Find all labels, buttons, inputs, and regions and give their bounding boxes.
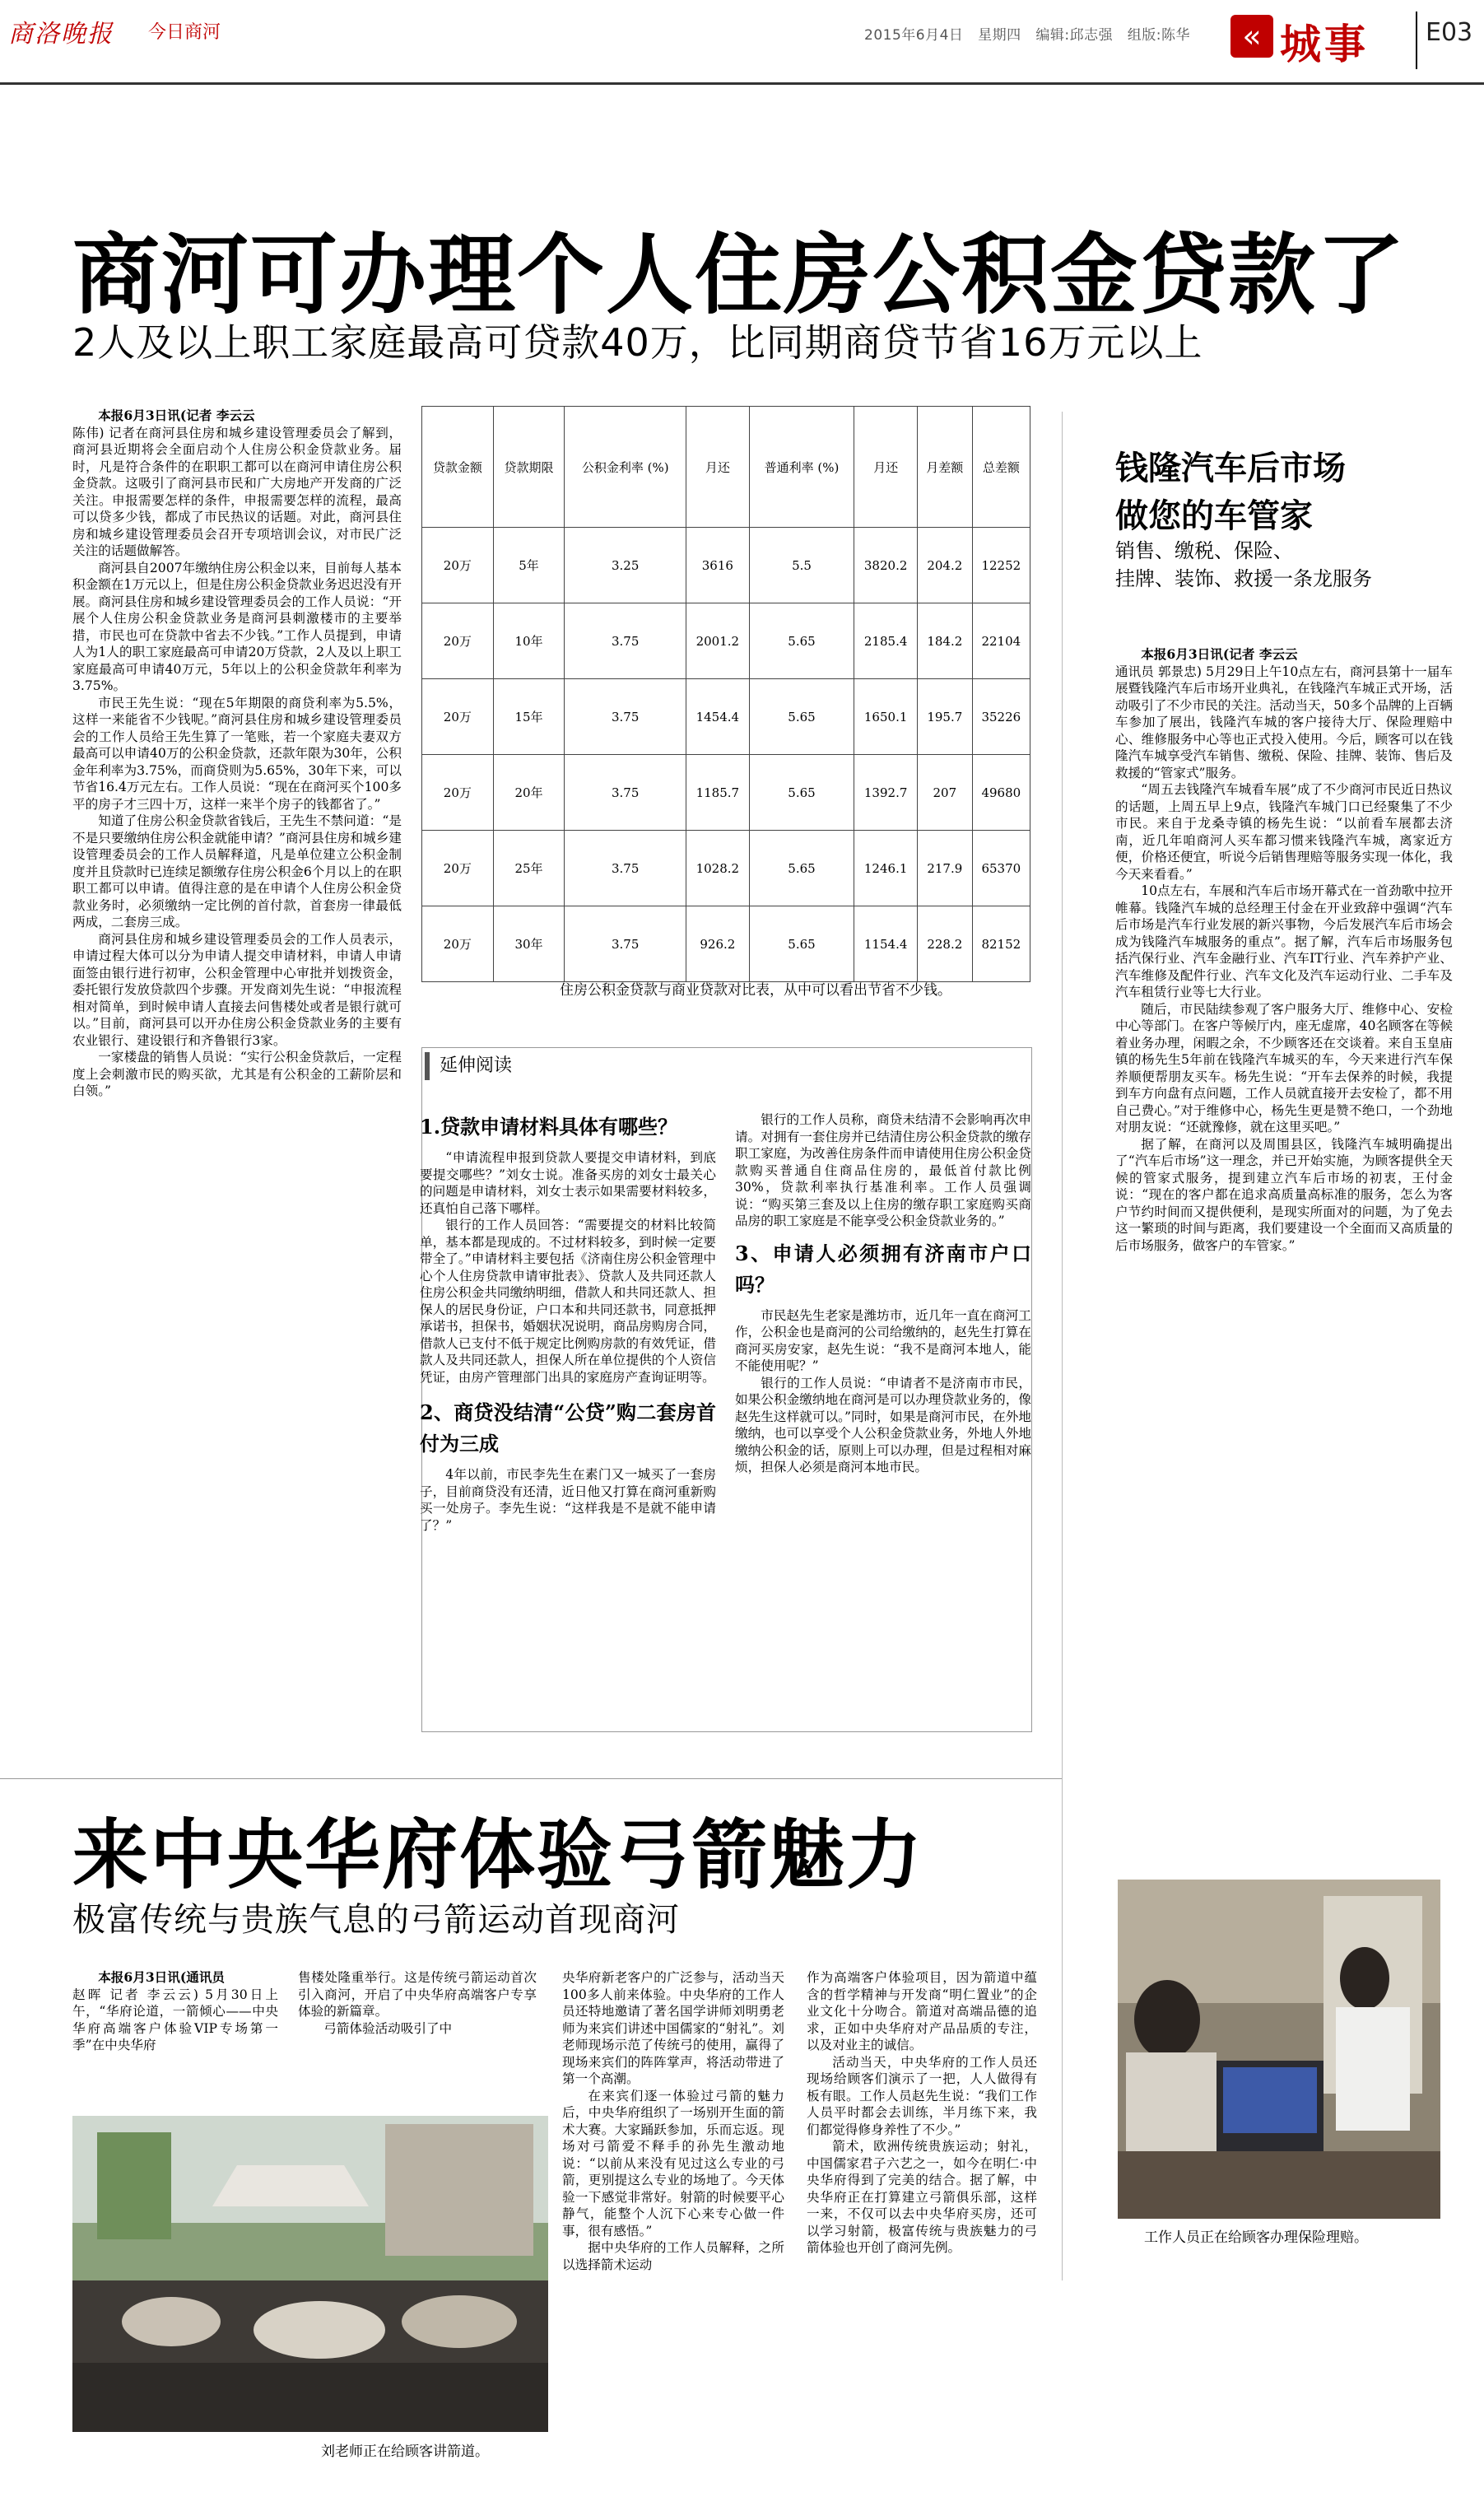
table-cell: 15年 [493,679,565,755]
table-cell: 20万 [422,755,494,831]
table-cell: 1246.1 [854,831,918,906]
sidebar-paragraph: 据了解，在商河以及周围县区，钱隆汽车城明确提出了“汽车后市场”这一理念，并已开始实施，为顾客提供全天候的管家式服务，提到建立汽车后市场的初衷，王付金说：“现在的客户都在追求高质量高标准的服务，怎么为客户节约时间而又提供便利，是现实所面对的问题，为了免去这一繁琐的时间与距离，我们要建设一个全面而又高质量的后市场服务，做客户的车管家。” [1115,1136,1453,1253]
sidebar-subhead-line: 挂牌、装饰、救援一条龙服务 [1115,567,1372,590]
sidebar-headline-line: 钱隆汽车后市场 [1115,450,1346,487]
table-cell: 195.7 [917,679,972,755]
article1-body [72,408,402,1100]
table-cell: 35226 [972,679,1030,755]
article2-headline: 来中央华府体验弓箭魅力 [72,1811,924,1899]
sidebar-photo-caption: 工作人员正在给顾客办理保险理赔。 [1144,2229,1368,2246]
extension-answer: “申请流程申报到贷款人要提交申请材料，到底要提交哪些？”刘女士说。准备买房的刘女士最关心的问题是申请材料，刘女士表示如果需要材料较多，还真怕自己落下哪样。 [420,1150,716,1216]
table-header-cell: 月还 [854,407,918,528]
table-header-row [422,407,1030,528]
table-body [422,528,1030,982]
table-cell: 1392.7 [854,755,918,831]
table-cell: 228.2 [917,906,972,982]
article2-subhead: 极富传统与贵族气息的弓箭运动首现商河 [72,1901,680,1939]
article1-paragraph: 一家楼盘的销售人员说：“实行公积金贷款后，一定程度上会刺激市民的购买欲，尤其是有公积金的工薪阶层和白领。” [72,1050,402,1098]
table-cell: 5.5 [749,528,854,603]
article2-byline: 本报6月3日讯(通讯员 [98,1969,226,1985]
extension-answer: 银行的工作人员说：“申请者不是济南市市民，如果公积金缴纳地在商河是可以办理贷款业务的，像赵先生这样就可以。”同时，如果是商河市民，在外地缴纳，也可以享受个人公积金贷款业务，外地人外地缴纳公积金的话，原则上可以办理，但是过程相对麻烦，担保人必须是商河本地市民。 [735,1375,1031,1474]
table-cell: 2185.4 [854,603,918,679]
header-divider [1416,12,1417,69]
archery-photo-caption: 刘老师正在给顾客讲箭道。 [321,2443,489,2460]
sidebar-headline [1115,445,1346,540]
table-cell: 20万 [422,679,494,755]
table-header-cell: 总差额 [972,407,1030,528]
table-header-cell: 月还 [686,407,750,528]
table-row [422,906,1030,982]
extension-answer: 银行的工作人员称，商贷未结清不会影响再次申请。对拥有一套住房并已结清住房公积金贷款的缴存职工家庭，为改善住房条件而申请使用住房公积金贷款购买普通自住商品住房的，最低首付款比例30%，贷款利率执行基准利率。工作人员强调说：“购买第三套及以上住房的缴存职工家庭购买商品房的职工家庭是不能享受公积金贷款业务的。” [735,1112,1031,1228]
extension-answer: 市民赵先生老家是潍坊市，近几年一直在商河工作，公积金也是商河的公司给缴纳的，赵先生打算在商河买房安家，赵先生说：“我不是商河本地人，能不能使用呢？” [735,1307,1031,1373]
table-cell: 10年 [493,603,565,679]
sidebar-paragraph: 通讯员 郭景忠) 5月29日上午10点左右，商河县第十一届车展暨钱隆汽车后市场开业典礼，在钱隆汽车城正式开场，活动吸引了不少市民的关注。活动当天，50多个品牌的上百辆车参加了展出，钱隆汽车城的客户接待大厅、保险理赔中心、维修服务中心等也正式投入使用。今后，顾客可以在钱隆汽车城享受汽车销售、缴税、保险、挂牌、装饰、售后及救援的“管家式”服务。 [1115,664,1453,780]
sidebar-body [1115,646,1453,1254]
table-cell: 184.2 [917,603,972,679]
article2-paragraph: 活动当天，中央华府的工作人员还现场给顾客们演示了一把，人人做得有板有眼。工作人员赵先生说：“我们工作人员平时都会去训练，半月练下来，我们都觉得修身养性了不少。” [807,2054,1037,2137]
header-editor: 编辑:邱志强 [1035,27,1114,44]
extension-question-1: 1.贷款申请材料具体有哪些？ [420,1115,678,1139]
archery-photo [72,2116,548,2432]
table-cell: 5年 [493,528,565,603]
table-cell: 5.65 [749,906,854,982]
header-rule [0,82,1484,85]
loan-comparison-table [421,406,1030,982]
chevron-left-icon: « [1230,15,1273,58]
table-cell: 217.9 [917,831,972,906]
table-row [422,831,1030,906]
article1-byline: 本报6月3日讯(记者 李云云 [98,408,255,423]
archery-audience-photo [72,2116,548,2432]
table-cell: 1454.4 [686,679,750,755]
table-header-cell: 公积金利率 (%) [565,407,686,528]
article2-paragraph: 箭术，欧洲传统贵族运动；射礼，中国儒家君子六艺之一，如今在明仁·中央华府得到了完美的结合。据了解，中央华府正在打算建立弓箭俱乐部，这样一来，不仅可以去中央华府买房，还可以学习射箭，极富传统与贵族魅力的弓箭体验也开创了商河先例。 [807,2139,1037,2255]
table-cell: 5.65 [749,603,854,679]
header-layout: 组版:陈华 [1127,27,1191,44]
table-row [422,603,1030,679]
section-title: 城事 [1280,21,1369,68]
insurance-office-photo [1118,1880,1440,2219]
table-cell: 3.75 [565,755,686,831]
article1-subhead: 2人及以上职工家庭最高可贷款40万，比同期商贷节省16万元以上 [72,320,1203,365]
table-cell: 1185.7 [686,755,750,831]
article2-paragraph: 据中央华府的工作人员解释，之所以选择箭术运动 [562,2240,784,2272]
table-cell: 207 [917,755,972,831]
table-cell: 3820.2 [854,528,918,603]
sidebar-subhead [1115,537,1453,593]
table-cell: 3.75 [565,831,686,906]
sidebar-paragraph: 10点左右，车展和汽车后市场开幕式在一首劲歌中拉开帷幕。钱隆汽车城的总经理王付金在开业致辞中强调“汽车后市场是汽车行业发展的新兴事物，今后发展汽车后市场会成为钱隆汽车城服务的重点”。据了解，汽车后市场服务包括汽保行业、汽车金融行业、汽车IT行业、汽车养护产业、汽车维修及配件行业、汽车文化及汽车运动行业、二手车及汽车租赁行业等七大行业。 [1115,883,1453,999]
extension-answer: 4年以前，市民李先生在素门又一城买了一套房子，目前商贷没有还清，近日他又打算在商河重新购买一处房子。李先生说：“这样我是不是就不能申请了？” [420,1467,716,1533]
table-header-cell: 普通利率 (%) [749,407,854,528]
masthead-logo: 商洛晚报 [8,20,114,49]
table-cell: 1154.4 [854,906,918,982]
table-cell: 12252 [972,528,1030,603]
extension-col1 [420,1111,716,1534]
article1-paragraph: 知道了住房公积金贷款省钱后，王先生不禁问道：“是不是只要缴纳住房公积金就能申请？”商河县住房和城乡建设管理委员会的工作人员解释道，凡是单位建立公积金制度并且贷款时已连续足额缴存住房公积金6个月以上的在职职工都可以申请。值得注意的是在申请个人住房公积金贷款业务时，必须缴纳一定比例的首付款，首套房一律最低两成，二套房三成。 [72,813,402,929]
section-rule [0,1778,1062,1779]
article2-paragraph: 在来宾们逐一体验过弓箭的魅力后，中央华府组织了一场别开生面的箭术大赛。大家踊跃参加，乐而忘返。现场对弓箭爱不释手的孙先生激动地说：“以前从来没有见过这么专业的弓箭，更别提这么专业的场地了。今天体验一下感觉非常好。射箭的时候要平心静气，能整个人沉下心来专心做一件事，很有感悟。” [562,2088,784,2238]
masthead-section: 今日商河 [148,22,221,43]
column-divider [1062,412,1063,2280]
sidebar-subhead-line: 销售、缴税、保险、 [1115,539,1293,562]
extension-answer: 银行的工作人员回答：“需要提交的材料比较简单，基本都是现成的。不过材料较多，到时候一定要带全了。”申请材料主要包括《济南住房公积金管理中心个人住房贷款申请审批表》、贷款人及共同还款人住房公积金共同缴纳明细，借款人和共同还款人、担保人的居民身份证，户口本和共同还款书，同意抵押承诺书，担保书，婚姻状况说明，商品房购房合同，借款人已支付不低于规定比例购房款的有效凭证，借款人及共同还款人，担保人所在单位提供的个人资信凭证，由房产管理部门出具的家庭房产查询证明等。 [420,1218,716,1385]
extension-col2 [735,1111,1031,1476]
sidebar-paragraph: “周五去钱隆汽车城看车展”成了不少商河市民近日热议的话题，上周五早上9点，钱隆汽车城门口已经聚集了不少市民。来自于龙桑寺镇的杨先生说：“以前看车展都去济南，近几年咱商河人买车都习惯来钱隆汽车城，离家近方便，价格还便宜，听说今后销售理赔等服务实现一体化，我今天来看看。” [1115,782,1453,882]
sidebar-photo [1118,1880,1440,2219]
table-cell: 3.75 [565,679,686,755]
article2-col1 [72,1969,278,2054]
article1-paragraph: 陈伟) 记者在商河县住房和城乡建设管理委员会了解到，商河县近期将会全面启动个人住房公积金贷款业务。届时，凡是符合条件的在职职工都可以在商河申请住房公积金贷款。这吸引了商河县市民和广大房地产开发商的广泛关注。申报需要怎样的条件，申报需要怎样的流程，最高可以贷多少钱，都成了市民热议的话题。对此，商河县住房和城乡建设管理委员会召开专项培训会议，对市民广泛关注的话题做解答。 [72,425,402,558]
table-row [422,679,1030,755]
article1-headline: 商河可办理个人住房公积金贷款了 [72,225,1406,326]
extension-question-2: 2、商贷没结清“公贷”购二套房首付为三成 [420,1400,716,1456]
table-header-cell: 贷款期限 [493,407,565,528]
table-cell: 20年 [493,755,565,831]
table-row [422,755,1030,831]
article2-paragraph: 赵晖 记者 李云云) 5月30日上午，“华府论道，一箭倾心——中央华府高端客户体验VIP专场第一季”在中央华府 [72,1987,278,2052]
table-cell: 3.75 [565,603,686,679]
sidebar-byline: 本报6月3日讯(记者 李云云 [1141,646,1298,662]
sidebar-headline-line: 做您的车管家 [1115,497,1313,535]
table-cell: 3616 [686,528,750,603]
header-weekday: 星期四 [978,27,1021,44]
table-cell: 20万 [422,906,494,982]
table-cell: 3.75 [565,906,686,982]
article2-paragraph: 作为高端客户体验项目，因为箭道中蕴含的哲学精神与开发商“明仁置业”的企业文化十分吻合。箭道对高端品德的追求，正如中央华府对产品品质的专注，以及对业主的诚信。 [807,1970,1037,2052]
table-cell: 22104 [972,603,1030,679]
table-cell: 1028.2 [686,831,750,906]
header-info [864,23,1190,44]
article2-col3 [562,1969,784,2273]
table-cell: 20万 [422,528,494,603]
table-cell: 25年 [493,831,565,906]
table-cell: 49680 [972,755,1030,831]
table-cell: 5.65 [749,831,854,906]
sidebar-paragraph: 随后，市民陆续参观了客户服务大厅、维修中心、安检中心等部门。在客户等候厅内，座无虚席，40名顾客在等候着业务办理，闲暇之余，不少顾客还在交谈着。来自玉皇庙镇的杨先生5年前在钱隆汽车城买的车，今天来进行汽车保养顺便帮朋友买车。杨先生说：“开车去保养的时候，我提到车方向盘有点问题，工作人员就直接开去安检了，都不用自己费心。”对于维修中心，杨先生更是赞不绝口，一个劲地对朋友说：“还就豫修，就在这里买吧。” [1115,1001,1453,1134]
table-cell: 5.65 [749,755,854,831]
table-cell: 65370 [972,831,1030,906]
extension-question-3: 3、申请人必须拥有济南市户口吗？ [735,1241,1031,1297]
extension-tag: 延伸阅读 [425,1052,567,1080]
header-date: 2015年6月4日 [864,27,964,44]
article1-paragraph: 商河县住房和城乡建设管理委员会的工作人员表示，申请过程大体可以分为申请人提交申请材料，申请人申请面签由银行进行初审，公积金管理中心审批并划拨资金，委托银行发放贷款四个步骤。开发商刘先生说：“申报流程相对简单，到时候申请人直接去问售楼处或者是银行就可以。”目前，商河县可以开办住房公积金贷款业务的主要有农业银行、建设银行和齐鲁银行3家。 [72,931,402,1048]
article2-paragraph: 弓箭体验活动吸引了中 [323,2020,453,2036]
table-cell: 30年 [493,906,565,982]
article2-paragraph: 央华府新老客户的广泛参与，活动当天100多人前来体验。中央华府的工作人员还特地邀请了著名国学讲师刘明勇老师为来宾们讲述中国儒家的“射礼”。刘老师现场示范了传统弓的使用，赢得了现场来宾们的阵阵掌声，将活动带进了第一个高潮。 [562,1970,784,2086]
table-cell: 2001.2 [686,603,750,679]
table-header-cell: 月差额 [917,407,972,528]
table-cell: 1650.1 [854,679,918,755]
table-cell: 3.25 [565,528,686,603]
table-caption: 住房公积金贷款与商业贷款对比表，从中可以看出节省不少钱。 [560,982,951,999]
article1-paragraph: 市民王先生说：“现在5年期限的商贷利率为5.5%，这样一来能省不少钱呢。”商河县住房和城乡建设管理委员会的工作人员给王先生算了一笔账，若一个家庭夫妻双方最高可以申请40万的公积金贷款，还款年限为30年，公积金年利率为3.75%，而商贷则为5.65%，30年下来，可以节省16.4万元左右。工作人员说：“现在在商河买个100多平的房子才三四十万，这样一来半个房子的钱都省了。” [72,695,402,812]
table-cell: 20万 [422,831,494,906]
article2-col4 [807,1969,1037,2257]
table-cell: 5.65 [749,679,854,755]
table-cell: 204.2 [917,528,972,603]
table-header-cell: 贷款金额 [422,407,494,528]
section-badge [1230,10,1420,68]
page-number: E03 [1426,18,1473,47]
table-row [422,528,1030,603]
article2-paragraph: 售楼处隆重举行。这是传统弓箭运动首次引入商河，开启了中央华府高端客户专享体验的新篇章。 [298,1970,537,2019]
table-cell: 82152 [972,906,1030,982]
table-cell: 20万 [422,603,494,679]
article1-paragraph: 商河县自2007年缴纳住房公积金以来，目前每人基本积金额在1万元以上，但是住房公积金贷款业务迟迟没有开展。商河县住房和城乡建设管理委员会的工作人员说：“开展个人住房公积金贷款业务是商河县刺激楼市的主要举措，市民也可在贷款中省去不少钱。”工作人员提到，申请人为1人的职工家庭最高可申请20万贷款，2人及以上职工家庭最高可申请40万元，5年以上的公积金贷款年利率为3.75%。 [72,560,402,693]
article2-col2 [298,1969,537,2037]
table-cell: 926.2 [686,906,750,982]
